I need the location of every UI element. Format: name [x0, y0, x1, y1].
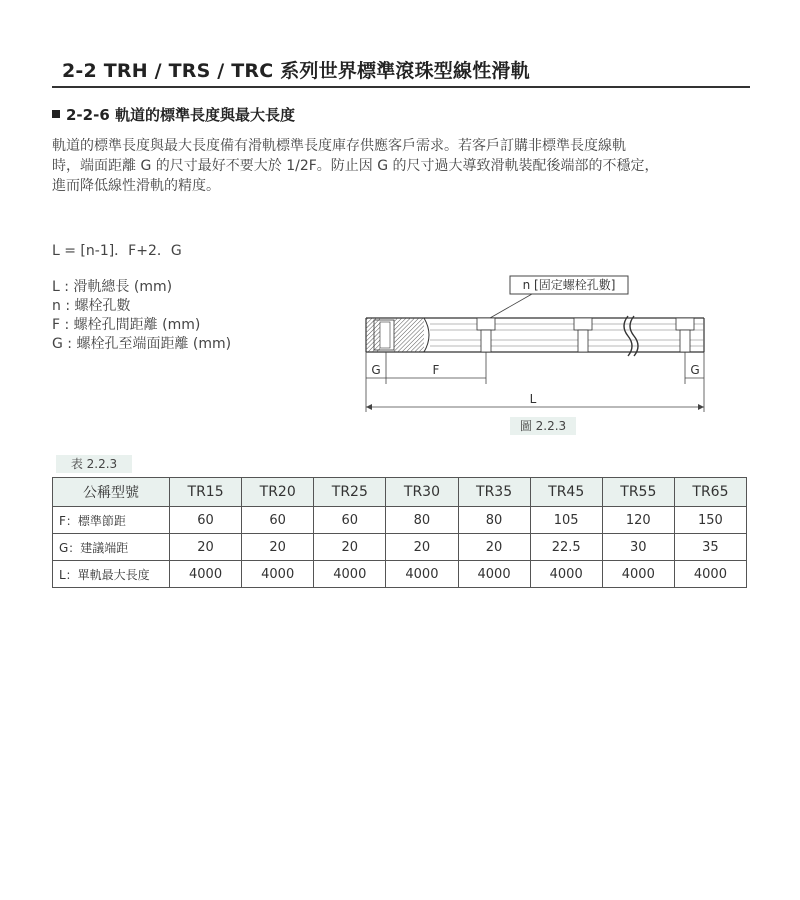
bolt-hole	[574, 318, 592, 352]
table-cell: 80	[386, 507, 458, 534]
table-caption: 表 2.2.3	[56, 455, 132, 473]
table-cell: 4000	[674, 561, 746, 588]
paragraph-line: 時，端面距離 G 的尺寸最好不要大於 1/2F。防止因 G 的尺寸過大導致滑軌裝配後端部的不穩定，	[52, 158, 659, 174]
model-header: TR35	[458, 478, 530, 507]
model-header: TR65	[674, 478, 746, 507]
n-label: n [固定螺栓孔數]	[522, 278, 616, 292]
length-formula: L = [n-1]．F+2．G	[52, 243, 182, 259]
intro-paragraph	[52, 136, 752, 196]
table-cell: 30	[602, 534, 674, 561]
rail-diagram	[350, 272, 720, 417]
table-cell: 22.5	[530, 534, 602, 561]
definition-item: G : 螺栓孔至端面距離 (mm)	[52, 336, 232, 352]
section-title: 2-2-6 軌道的標準長度與最大長度	[66, 106, 295, 124]
row-label: G：建議端距	[53, 534, 170, 561]
definition-item: F : 螺栓孔間距離 (mm)	[52, 317, 201, 333]
row-label: L：單軌最大長度	[53, 561, 170, 588]
paragraph-line: 軌道的標準長度與最大長度備有滑軌標準長度庫存供應客戶需求。若客戶訂購非標準長度線軌	[52, 138, 626, 154]
bullet-square-icon	[52, 110, 60, 118]
figure-caption: 圖 2.2.3	[510, 417, 576, 435]
table-cell: 4000	[170, 561, 242, 588]
table-cell: 4000	[602, 561, 674, 588]
g-right-label: G	[690, 363, 700, 377]
model-header: TR15	[170, 478, 242, 507]
header-corner: 公稱型號	[53, 478, 170, 507]
table-cell: 4000	[314, 561, 386, 588]
table-header-row	[53, 478, 747, 507]
model-header: TR55	[602, 478, 674, 507]
table-cell: 20	[314, 534, 386, 561]
model-header: TR30	[386, 478, 458, 507]
table-cell: 105	[530, 507, 602, 534]
table-cell: 20	[242, 534, 314, 561]
bolt-hole	[477, 318, 495, 352]
row-label: F：標準節距	[53, 507, 170, 534]
definition-item: L : 滑軌總長 (mm)	[52, 279, 173, 295]
table-cell: 60	[170, 507, 242, 534]
model-header: TR25	[314, 478, 386, 507]
g-left-label: G	[371, 363, 381, 377]
n-leader-line	[490, 294, 532, 318]
table-cell: 20	[386, 534, 458, 561]
spec-table	[52, 477, 747, 588]
page-title: 2-2 TRH / TRS / TRC 系列世界標準滾珠型線性滑軌	[62, 60, 530, 82]
model-header: TR45	[530, 478, 602, 507]
table-row	[53, 507, 747, 534]
table-cell: 4000	[386, 561, 458, 588]
paragraph-line: 進而降低線性滑軌的精度。	[52, 178, 220, 194]
l-label: L	[529, 392, 537, 406]
table-cell: 20	[458, 534, 530, 561]
table-cell: 20	[170, 534, 242, 561]
table-cell: 4000	[458, 561, 530, 588]
model-header: TR20	[242, 478, 314, 507]
bolt-hole	[676, 318, 694, 352]
definition-item: n : 螺栓孔數	[52, 298, 131, 314]
table-cell: 60	[242, 507, 314, 534]
table-cell: 4000	[242, 561, 314, 588]
title-divider	[52, 86, 750, 88]
table-cell: 80	[458, 507, 530, 534]
table-row	[53, 561, 747, 588]
definition-list	[52, 278, 231, 354]
f-label: F	[432, 363, 440, 377]
table-cell: 35	[674, 534, 746, 561]
section-heading	[52, 104, 295, 125]
rail-body	[366, 316, 704, 356]
table-row	[53, 534, 747, 561]
table-cell: 120	[602, 507, 674, 534]
table-cell: 150	[674, 507, 746, 534]
table-cell: 4000	[530, 561, 602, 588]
table-cell: 60	[314, 507, 386, 534]
